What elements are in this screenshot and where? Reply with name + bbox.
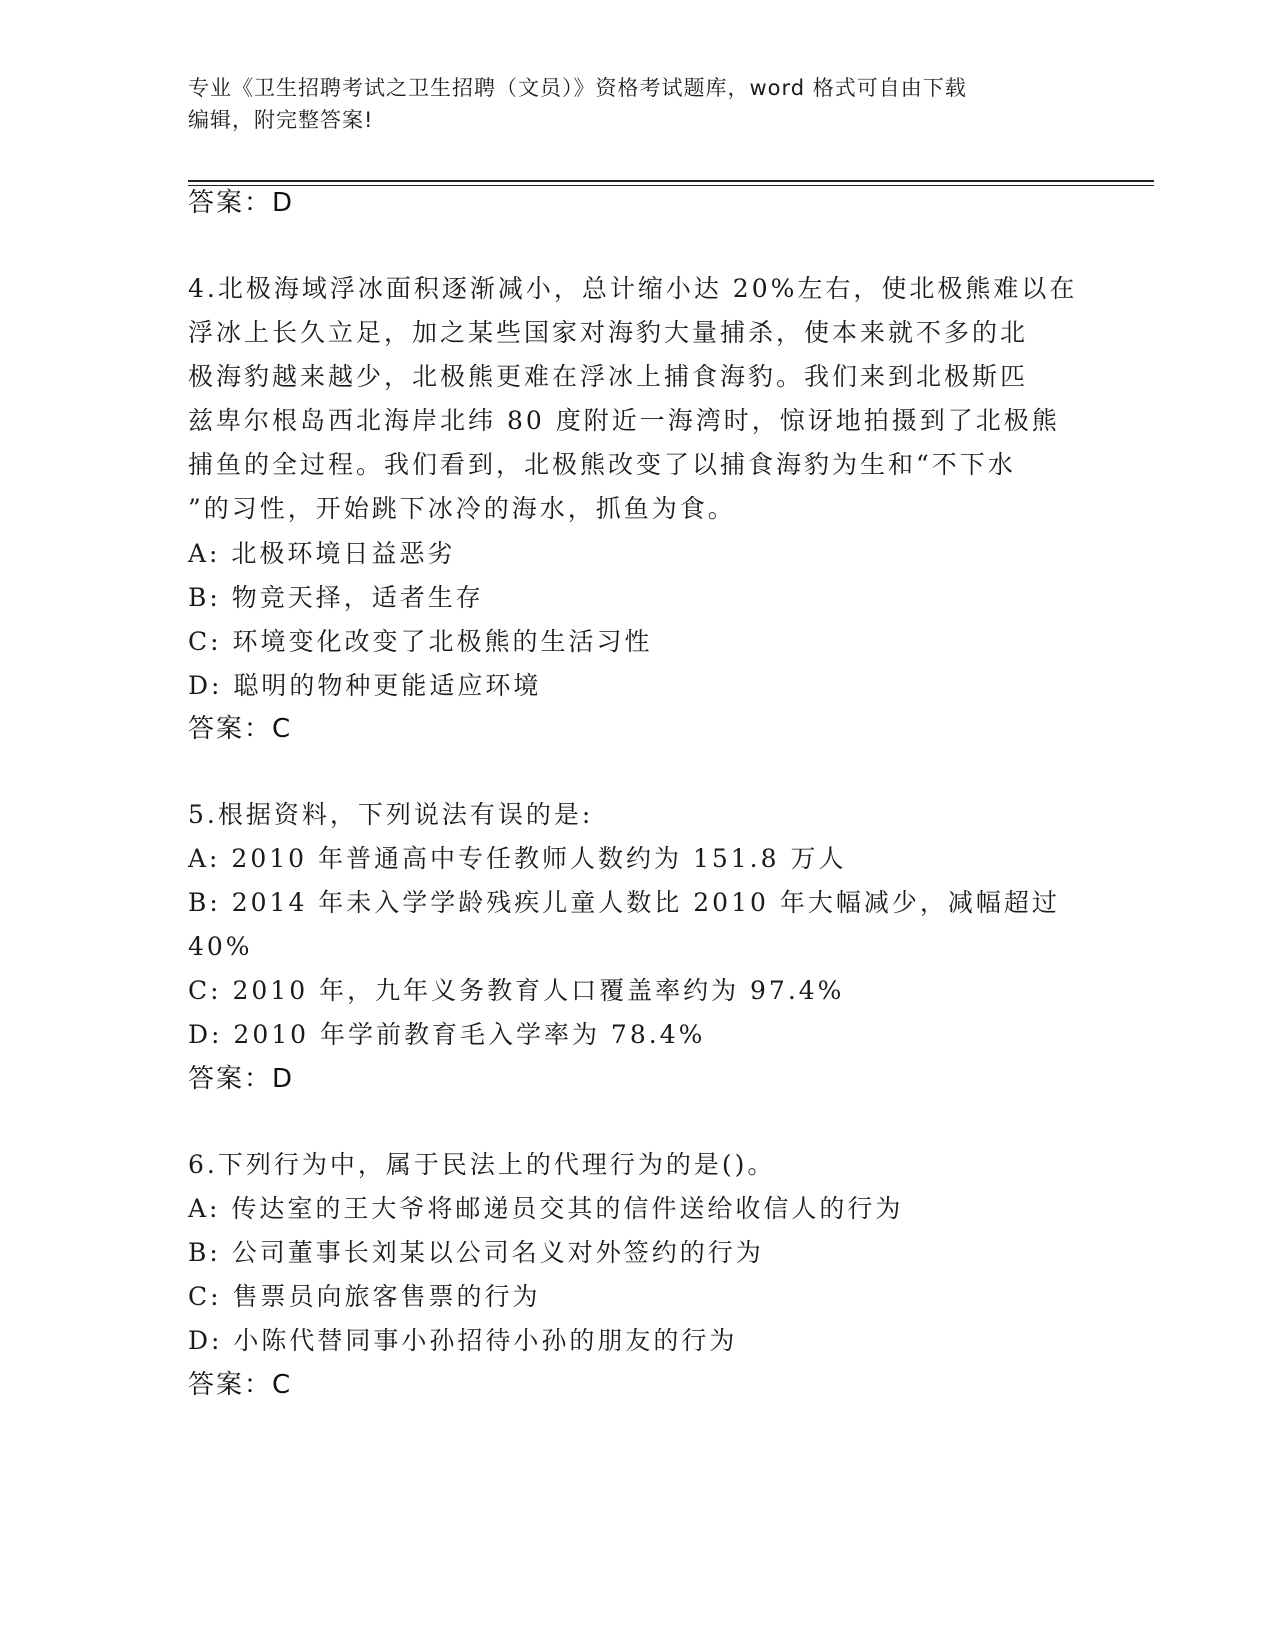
q6-option-a: A: 传达室的王大爷将邮递员交其的信件送给收信人的行为	[188, 1194, 904, 1223]
q5-option-a: A: 2010 年普通高中专任教师人数约为 151.8 万人	[188, 844, 847, 873]
q6-option-d: D: 小陈代替同事小孙招待小孙的朋友的行为	[188, 1326, 738, 1355]
header-divider-thick	[188, 180, 1154, 182]
q4-option-a: A: 北极环境日益恶劣	[188, 539, 456, 568]
header-divider-thin	[188, 185, 1154, 186]
q4-stem-line-5: 捕鱼的全过程。我们看到，北极熊改变了以捕食海豹为生和“不下水	[188, 450, 1016, 479]
q4-option-d: D: 聪明的物种更能适应环境	[188, 671, 542, 700]
q4-stem-line-2: 浮冰上长久立足，加之某些国家对海豹大量捕杀，使本来就不多的北	[188, 318, 1029, 347]
q5-stem: 5.根据资料，下列说法有误的是:	[188, 800, 594, 829]
header-line-1: 专业《卫生招聘考试之卫生招聘（文员）》资格考试题库，word 格式可自由下载	[188, 76, 967, 100]
q5-option-b-continued: 40%	[188, 932, 253, 961]
answer-q5: 答案：D	[188, 1064, 295, 1094]
answer-q4: 答案：C	[188, 714, 293, 744]
q6-option-b: B: 公司董事长刘某以公司名义对外签约的行为	[188, 1238, 764, 1267]
answer-q6: 答案：C	[188, 1370, 293, 1400]
q6-option-c: C: 售票员向旅客售票的行为	[188, 1282, 541, 1311]
q4-option-b: B: 物竞天择，适者生存	[188, 583, 484, 612]
document-header	[188, 72, 1078, 136]
header-line-2: 编辑，附完整答案!	[188, 108, 374, 132]
q4-stem-line-6: ”的习性，开始跳下冰冷的海水，抓鱼为食。	[188, 494, 736, 523]
q4-option-c: C: 环境变化改变了北极熊的生活习性	[188, 627, 653, 656]
q5-option-b: B: 2014 年未入学学龄残疾儿童人数比 2010 年大幅减少，减幅超过	[188, 888, 1060, 917]
q4-stem-line-4: 兹卑尔根岛西北海岸北纬 80 度附近一海湾时，惊讶地拍摄到了北极熊	[188, 406, 1060, 435]
answer-q3: 答案：D	[188, 188, 295, 218]
q5-option-c: C: 2010 年，九年义务教育人口覆盖率约为 97.4%	[188, 976, 845, 1005]
q4-stem-line-1: 4.北极海域浮冰面积逐渐减小，总计缩小达 20%左右，使北极熊难以在	[188, 274, 1078, 303]
q6-stem: 6.下列行为中，属于民法上的代理行为的是()。	[188, 1150, 776, 1179]
q4-stem-line-3: 极海豹越来越少，北极熊更难在浮冰上捕食海豹。我们来到北极斯匹	[188, 362, 1029, 391]
q5-option-d: D: 2010 年学前教育毛入学率为 78.4%	[188, 1020, 706, 1049]
